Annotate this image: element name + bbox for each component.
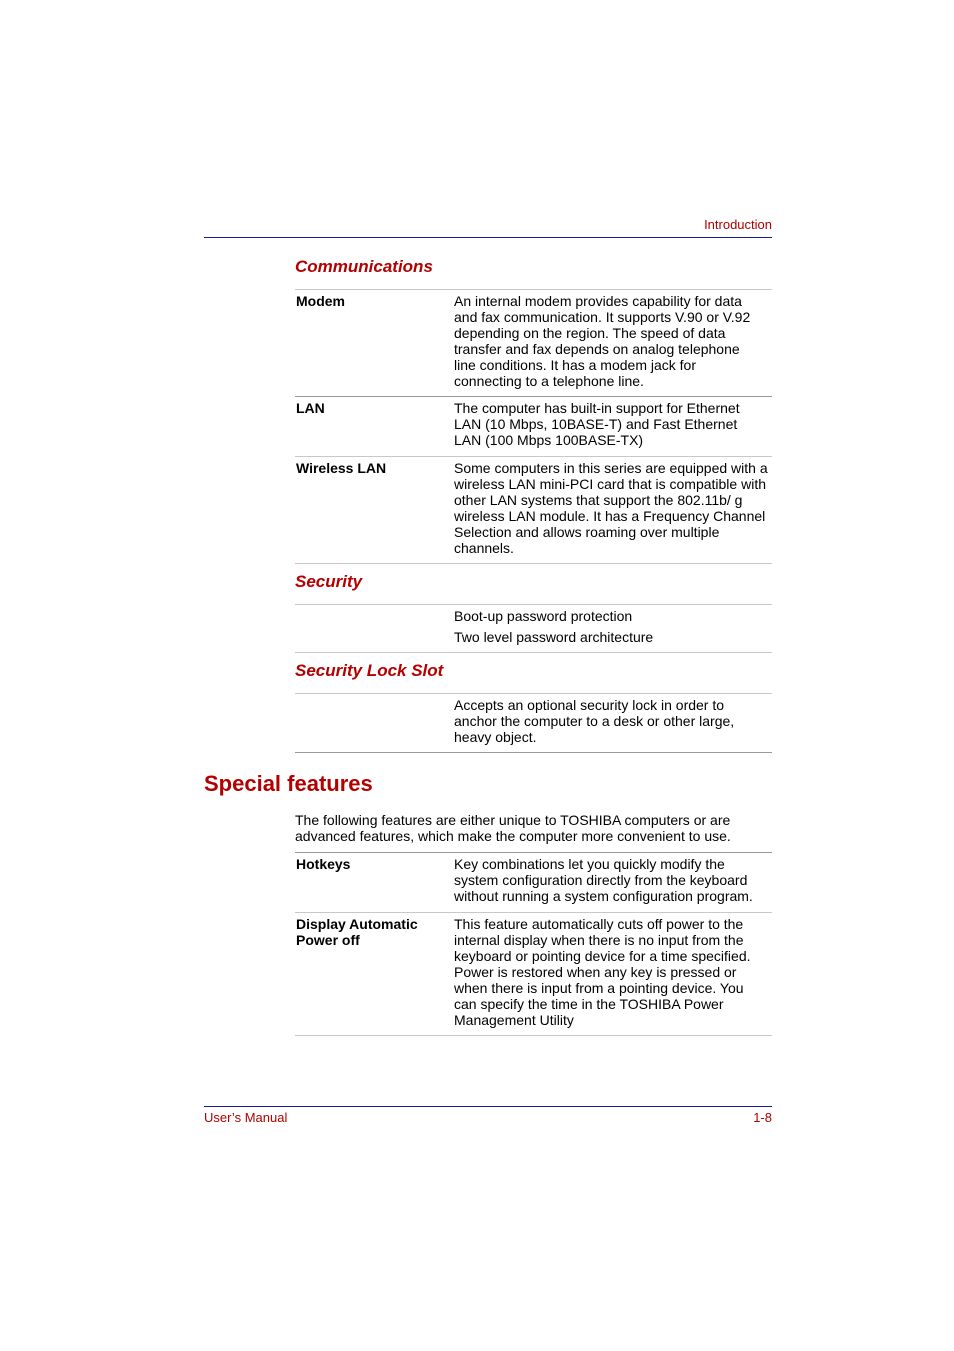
- table-rule: [295, 912, 772, 913]
- table-rule: [295, 396, 772, 397]
- desc-modem: An internal modem provides capability for data and fax communication. It supports V.90 or V.92 depending on the region. The speed of data transfer and fax depends on analog telephone line conditions. It has a modem jack for connecting to a telephone line.: [454, 293, 751, 389]
- table-rule: [295, 693, 772, 694]
- communications-heading: Communications: [295, 257, 433, 276]
- table-rule: [295, 652, 772, 653]
- term-hotkeys: Hotkeys: [296, 856, 351, 872]
- table-rule: [295, 289, 772, 290]
- table-rule: [295, 752, 772, 753]
- desc-hotkeys: Key combinations let you quickly modify the system configuration directly from the keyboard without running a system configuration program.: [454, 856, 753, 904]
- security-item: Boot-up password protection: [454, 608, 633, 624]
- special-intro: The following features are either unique to TOSHIBA computers or are advanced features, which make the computer more convenient to use.: [295, 812, 731, 844]
- footer-rule: [204, 1106, 772, 1107]
- table-rule: [295, 563, 772, 564]
- desc-lan: The computer has built-in support for Ethernet LAN (10 Mbps, 10BASE-T) and Fast Ethernet LAN (100 Mbps 100BASE-TX): [454, 400, 740, 448]
- table-rule: [295, 456, 772, 457]
- footer-manual-title: User’s Manual: [204, 1110, 288, 1125]
- special-features-heading: Special features: [204, 771, 373, 796]
- term-wireless-lan: Wireless LAN: [296, 460, 387, 476]
- term-modem: Modem: [296, 293, 345, 309]
- security-item: Two level password architecture: [454, 629, 654, 645]
- term-lan: LAN: [296, 400, 325, 416]
- table-rule: [295, 1035, 772, 1036]
- running-header: Introduction: [704, 217, 772, 232]
- desc-security-lock: Accepts an optional security lock in order to anchor the computer to a desk or other large, heavy object.: [454, 697, 735, 745]
- security-lock-heading: Security Lock Slot: [295, 661, 444, 680]
- header-rule: [204, 237, 772, 238]
- table-rule: [295, 852, 772, 853]
- term-display-power-off: Display Automatic Power off: [296, 916, 418, 948]
- table-rule: [295, 604, 772, 605]
- desc-wireless-lan: Some computers in this series are equipped with a wireless LAN mini-PCI card that is compatible with other LAN systems that support the 802.11b/ g wireless LAN module. It has a Frequency Channel Selection and allows roaming over multiple channels.: [454, 460, 768, 556]
- security-heading: Security: [295, 572, 363, 591]
- page-number: 1-8: [753, 1110, 772, 1125]
- desc-display-power-off: This feature automatically cuts off power to the internal display when there is no input from the keyboard or pointing device for a time specified. Power is restored when any key is pressed or when there is input from a pointing device. You can specify the time in the TOSHIBA Power Management Utility: [454, 916, 751, 1028]
